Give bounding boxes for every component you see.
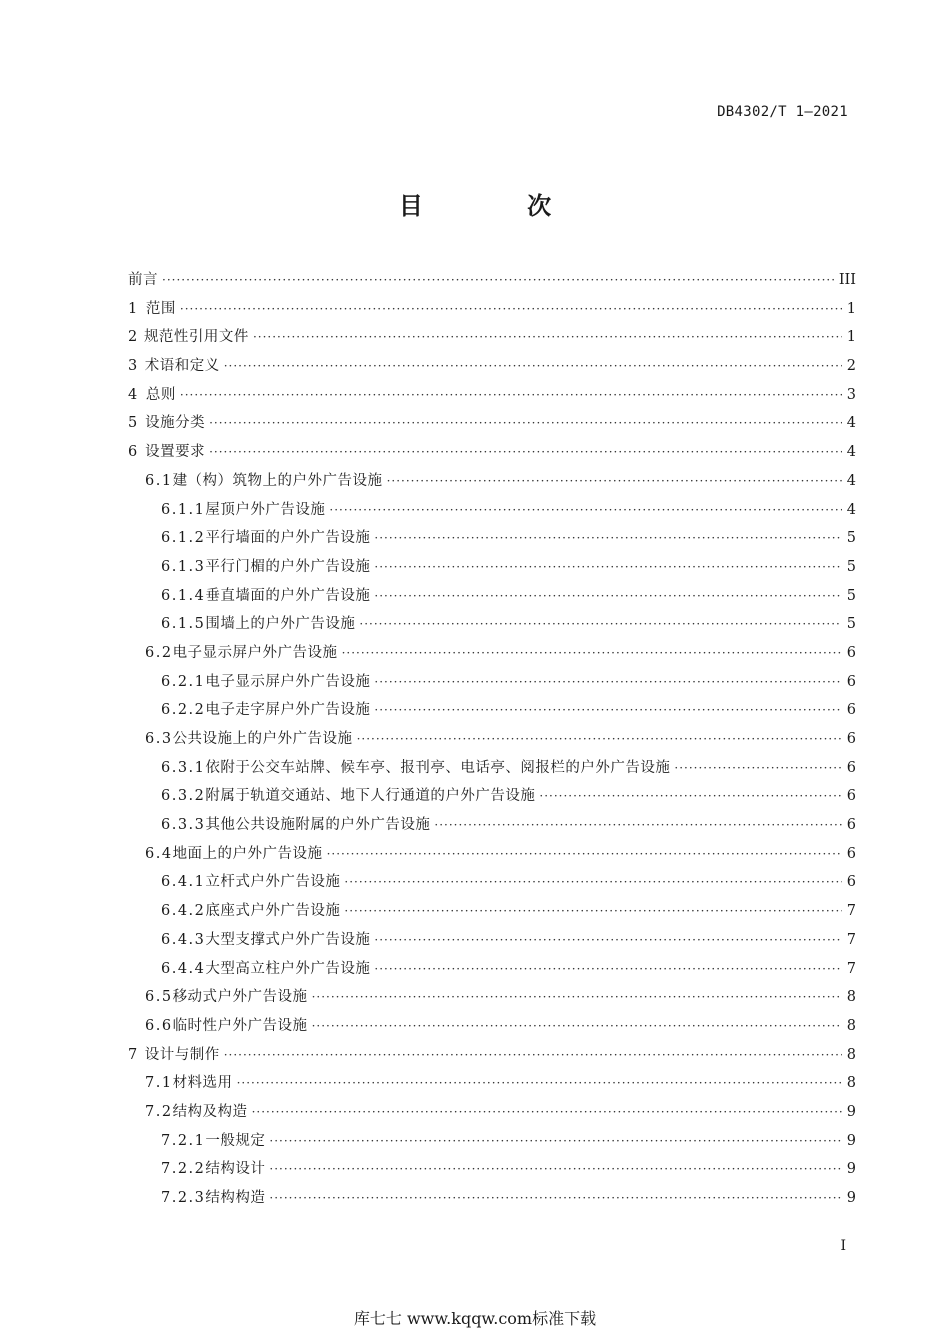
toc-leader-dots bbox=[329, 496, 842, 525]
document-code: DB4302/T 1—2021 bbox=[717, 104, 848, 120]
toc-leader-dots bbox=[269, 1127, 842, 1156]
toc-entry-page: 6 bbox=[846, 759, 856, 776]
toc-entry[interactable] bbox=[128, 696, 856, 725]
toc-entry-number: 6.4 bbox=[145, 845, 173, 862]
toc-leader-dots bbox=[224, 1041, 842, 1070]
toc-entry-page: 1 bbox=[846, 329, 856, 346]
page-title: 目 次 bbox=[398, 192, 600, 220]
toc-entry-label: 电子显示屏户外广告设施 bbox=[205, 673, 371, 690]
toc-entry-page: 9 bbox=[846, 1103, 856, 1120]
toc-leader-dots bbox=[253, 323, 842, 352]
toc-entry-number: 7.2.3 bbox=[161, 1190, 206, 1206]
toc-entry[interactable] bbox=[128, 323, 856, 352]
toc-entry-label: 底座式户外广告设施 bbox=[205, 903, 341, 920]
toc-entry-page: 3 bbox=[846, 386, 856, 403]
toc-entry-page: III bbox=[838, 272, 856, 288]
toc-entry[interactable] bbox=[128, 1069, 856, 1098]
toc-entry[interactable] bbox=[128, 409, 856, 438]
toc-leader-dots bbox=[374, 524, 842, 553]
toc-entry-number: 5 bbox=[128, 415, 139, 432]
toc-entry-number: 6.3 bbox=[145, 731, 173, 747]
toc-leader-dots bbox=[374, 926, 842, 955]
toc-entry-label: 结构设计 bbox=[205, 1161, 266, 1178]
toc-entry[interactable] bbox=[128, 782, 856, 811]
toc-entry-number: 6.4.4 bbox=[161, 960, 206, 977]
toc-leader-dots bbox=[357, 725, 842, 754]
toc-entry[interactable] bbox=[128, 582, 856, 611]
toc-leader-dots bbox=[374, 668, 842, 697]
toc-entry[interactable] bbox=[128, 496, 856, 525]
toc-leader-dots bbox=[209, 409, 842, 438]
toc-entry-page: 5 bbox=[846, 530, 856, 547]
toc-entry-number: 6 bbox=[128, 444, 139, 461]
toc-entry[interactable] bbox=[128, 840, 856, 869]
toc-entry-label: 前言 bbox=[128, 272, 158, 288]
toc-leader-dots bbox=[387, 467, 842, 496]
toc-leader-dots bbox=[162, 266, 835, 295]
toc-leader-dots bbox=[237, 1069, 842, 1098]
toc-entry[interactable] bbox=[128, 352, 856, 381]
toc-leader-dots bbox=[374, 582, 842, 611]
toc-entry-number: 1 bbox=[128, 300, 139, 317]
toc-entry-page: 6 bbox=[846, 673, 856, 690]
toc-leader-dots bbox=[252, 1098, 842, 1127]
toc-entry-label: 材料选用 bbox=[172, 1075, 233, 1092]
toc-entry-number: 6.5 bbox=[145, 989, 173, 1006]
toc-entry-label: 规范性引用文件 bbox=[143, 329, 249, 346]
toc-entry-label: 总则 bbox=[145, 386, 176, 403]
toc-entry[interactable] bbox=[128, 955, 856, 984]
toc-entry-number: 7.2.2 bbox=[161, 1161, 206, 1178]
toc-entry-page: 6 bbox=[846, 702, 856, 719]
toc-entry-number: 6.1.4 bbox=[161, 587, 206, 604]
toc-entry-label: 范围 bbox=[145, 300, 176, 317]
toc-entry-number: 7.2 bbox=[145, 1103, 173, 1120]
toc-entry-page: 6 bbox=[846, 788, 856, 805]
toc-entry-number: 3 bbox=[128, 358, 139, 375]
toc-entry-page: 9 bbox=[846, 1161, 856, 1178]
toc-leader-dots bbox=[312, 983, 842, 1012]
toc-entry[interactable] bbox=[128, 926, 856, 955]
toc-entry-page: 4 bbox=[846, 501, 856, 518]
toc-entry[interactable] bbox=[128, 668, 856, 697]
toc-leader-dots bbox=[224, 352, 842, 381]
toc-entry-page: 7 bbox=[846, 960, 856, 977]
toc-entry[interactable] bbox=[128, 983, 856, 1012]
toc-entry-page: 8 bbox=[846, 1017, 856, 1034]
toc-entry-label: 围墙上的户外广告设施 bbox=[205, 616, 356, 633]
toc-entry[interactable] bbox=[128, 897, 856, 926]
toc-entry-label: 设计与制作 bbox=[144, 1046, 220, 1063]
toc-entry-label: 依附于公交车站牌、候车亭、报刊亭、电话亭、阅报栏的户外广告设施 bbox=[205, 759, 671, 776]
toc-entry[interactable] bbox=[128, 1184, 856, 1213]
toc-entry-page: 9 bbox=[846, 1190, 856, 1206]
toc-leader-dots bbox=[374, 955, 842, 984]
toc-leader-dots bbox=[180, 295, 842, 324]
toc-entry[interactable] bbox=[128, 725, 856, 754]
toc-leader-dots bbox=[359, 610, 842, 639]
toc-entry-number: 7.2.1 bbox=[161, 1132, 206, 1149]
toc-entry-number: 6.1 bbox=[145, 472, 173, 489]
toc-entry-number: 6.3.1 bbox=[161, 759, 206, 776]
toc-entry-label: 电子显示屏户外广告设施 bbox=[172, 644, 338, 661]
toc-entry[interactable] bbox=[128, 438, 856, 467]
toc-entry[interactable] bbox=[128, 1127, 856, 1156]
toc-entry[interactable] bbox=[128, 524, 856, 553]
toc-entry-label: 垂直墙面的户外广告设施 bbox=[205, 587, 371, 604]
toc-leader-dots bbox=[374, 696, 842, 725]
toc-entry-page: 7 bbox=[846, 931, 856, 948]
toc-entry-number: 6.3.3 bbox=[161, 817, 206, 834]
toc-entry-page: 6 bbox=[846, 731, 856, 747]
toc-entry-number: 6.2.2 bbox=[161, 702, 206, 719]
toc-entry-label: 平行门楣的户外广告设施 bbox=[205, 558, 371, 575]
toc-entry-page: 5 bbox=[846, 616, 856, 633]
toc-entry-label: 附属于轨道交通站、地下人行通道的户外广告设施 bbox=[205, 788, 536, 805]
toc-entry-page: 5 bbox=[846, 558, 856, 575]
toc-entry-number: 6.1.3 bbox=[161, 558, 206, 575]
toc-entry-page: 4 bbox=[846, 415, 856, 432]
toc-entry[interactable] bbox=[128, 467, 856, 496]
toc-entry-page: 6 bbox=[846, 644, 856, 661]
toc-leader-dots bbox=[327, 840, 842, 869]
toc-entry-number: 6.2.1 bbox=[161, 673, 206, 690]
toc-entry-label: 大型支撑式户外广告设施 bbox=[205, 931, 371, 948]
table-of-contents bbox=[128, 266, 856, 1213]
toc-leader-dots bbox=[269, 1184, 842, 1213]
toc-entry-label: 建（构）筑物上的户外广告设施 bbox=[172, 472, 383, 489]
toc-entry[interactable] bbox=[128, 610, 856, 639]
toc-leader-dots bbox=[434, 811, 842, 840]
toc-entry-page: 4 bbox=[846, 472, 856, 489]
page-number: I bbox=[840, 1238, 846, 1254]
toc-entry-number: 6.1.1 bbox=[161, 501, 206, 518]
toc-entry-label: 一般规定 bbox=[205, 1132, 266, 1149]
toc-entry[interactable] bbox=[128, 295, 856, 324]
toc-entry-page: 8 bbox=[846, 1075, 856, 1092]
toc-entry[interactable] bbox=[128, 1041, 856, 1070]
toc-leader-dots bbox=[344, 897, 842, 926]
toc-entry-label: 平行墙面的户外广告设施 bbox=[205, 530, 371, 547]
toc-leader-dots bbox=[312, 1012, 842, 1041]
toc-entry-label: 结构及构造 bbox=[172, 1103, 248, 1120]
toc-entry-label: 结构构造 bbox=[205, 1190, 266, 1206]
toc-entry-label: 立杆式户外广告设施 bbox=[205, 874, 341, 891]
toc-entry-page: 2 bbox=[846, 358, 856, 375]
toc-entry-label: 设施分类 bbox=[145, 415, 206, 432]
toc-entry-page: 6 bbox=[846, 874, 856, 891]
toc-entry-page: 5 bbox=[846, 587, 856, 604]
toc-entry-label: 大型高立柱户外广告设施 bbox=[205, 960, 371, 977]
toc-entry-page: 6 bbox=[846, 817, 856, 834]
footer-watermark[interactable]: 库七七 www.kqqw.com标准下载 bbox=[353, 1309, 597, 1328]
toc-entry[interactable] bbox=[128, 811, 856, 840]
toc-leader-dots bbox=[674, 754, 842, 783]
toc-entry-label: 屋顶户外广告设施 bbox=[205, 501, 326, 518]
toc-entry-page: 6 bbox=[846, 845, 856, 862]
toc-entry-number: 7 bbox=[128, 1046, 139, 1063]
toc-leader-dots bbox=[374, 553, 842, 582]
toc-entry-page: 9 bbox=[846, 1132, 856, 1149]
toc-entry[interactable] bbox=[128, 1155, 856, 1184]
toc-entry-label: 电子走字屏户外广告设施 bbox=[205, 702, 371, 719]
toc-entry[interactable] bbox=[128, 639, 856, 668]
toc-entry-label: 公共设施上的户外广告设施 bbox=[172, 731, 353, 747]
toc-entry-page: 8 bbox=[846, 1046, 856, 1063]
toc-entry-label: 其他公共设施附属的户外广告设施 bbox=[205, 817, 431, 834]
toc-entry-page: 4 bbox=[846, 444, 856, 461]
toc-leader-dots bbox=[539, 782, 842, 811]
toc-entry-label: 移动式户外广告设施 bbox=[172, 989, 308, 1006]
toc-entry[interactable] bbox=[128, 381, 856, 410]
toc-entry-number: 6.6 bbox=[145, 1017, 173, 1034]
toc-entry-number: 4 bbox=[128, 386, 139, 403]
toc-entry-number: 6.1.5 bbox=[161, 616, 206, 633]
toc-leader-dots bbox=[180, 381, 842, 410]
toc-entry-label: 术语和定义 bbox=[144, 358, 220, 375]
toc-leader-dots bbox=[344, 868, 842, 897]
toc-leader-dots bbox=[269, 1155, 842, 1184]
toc-entry[interactable] bbox=[128, 1012, 856, 1041]
toc-entry-number: 7.1 bbox=[145, 1075, 173, 1092]
toc-entry-number: 6.2 bbox=[145, 644, 173, 661]
toc-entry-label: 临时性户外广告设施 bbox=[172, 1017, 308, 1034]
toc-entry-page: 7 bbox=[846, 903, 856, 920]
toc-entry[interactable] bbox=[128, 868, 856, 897]
toc-entry-page: 8 bbox=[846, 989, 856, 1006]
toc-entry[interactable] bbox=[128, 1098, 856, 1127]
toc-entry-page: 1 bbox=[846, 300, 856, 317]
toc-entry-number: 6.4.2 bbox=[161, 903, 206, 920]
toc-entry-number: 6.4.1 bbox=[161, 874, 206, 891]
toc-entry-label: 地面上的户外广告设施 bbox=[172, 845, 323, 862]
toc-leader-dots bbox=[342, 639, 842, 668]
toc-entry[interactable] bbox=[128, 266, 856, 295]
toc-entry-number: 6.4.3 bbox=[161, 931, 206, 948]
toc-entry-label: 设置要求 bbox=[145, 444, 206, 461]
toc-entry-number: 6.3.2 bbox=[161, 788, 206, 805]
toc-entry[interactable] bbox=[128, 553, 856, 582]
toc-leader-dots bbox=[209, 438, 842, 467]
toc-entry-number: 2 bbox=[128, 329, 139, 346]
toc-entry[interactable] bbox=[128, 754, 856, 783]
toc-entry-number: 6.1.2 bbox=[161, 530, 206, 547]
